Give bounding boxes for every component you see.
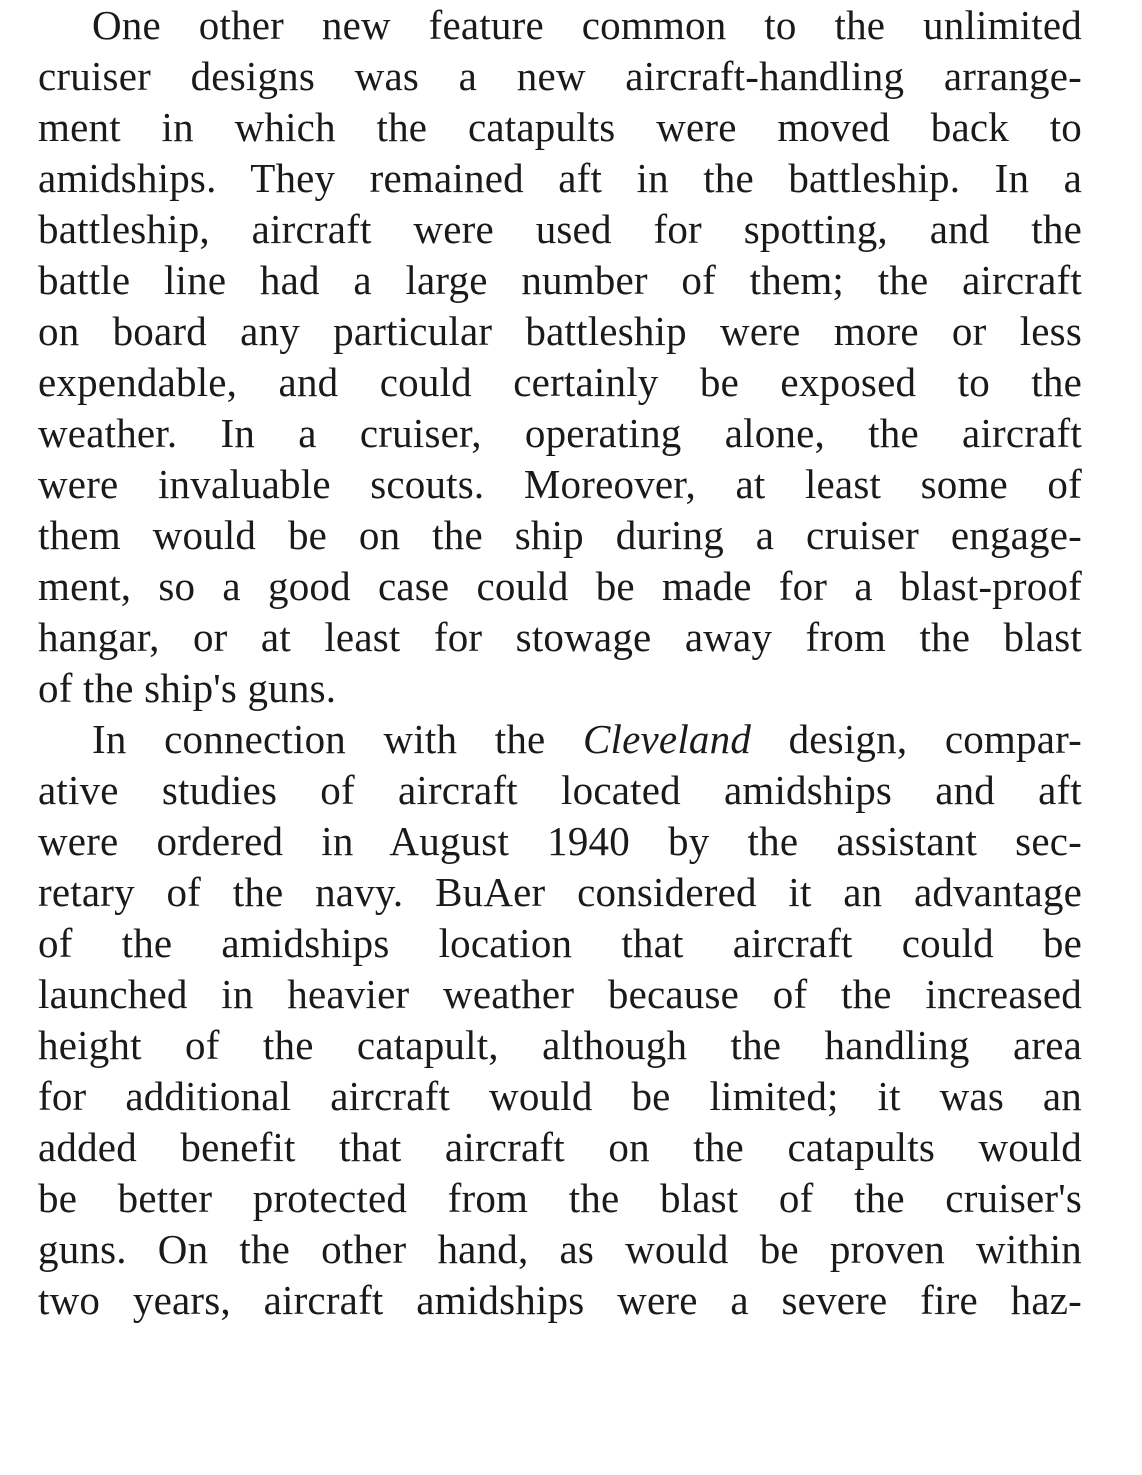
text-run: In connection with the [92, 716, 583, 762]
text-line: two years, aircraft amidships were a severe fire haz- [38, 1277, 1082, 1323]
text-line: ment, so a good case could be made for a blast-proof [38, 563, 1082, 609]
text-line: added benefit that aircraft on the catapults would [38, 1124, 1082, 1170]
text-line: cruiser designs was a new aircraft-handling arrange- [38, 53, 1082, 99]
text-line: for additional aircraft would be limited; it was an [38, 1073, 1082, 1119]
text-line: on board any particular battleship were more or less [38, 308, 1082, 354]
paragraph-aircraft-handling [38, 0, 1082, 714]
text-line: hangar, or at least for stowage away from the blast [38, 614, 1082, 660]
text-line: of the ship's guns. [38, 665, 337, 711]
text-line: them would be on the ship during a cruiser engage- [38, 512, 1082, 558]
text-line: were ordered in August 1940 by the assistant sec- [38, 818, 1082, 864]
text-line: battleship, aircraft were used for spotting, and the [38, 206, 1082, 252]
text-line-first [38, 714, 1082, 765]
book-page [38, 0, 1082, 1326]
text-line: weather. In a cruiser, operating alone, the aircraft [38, 410, 1082, 456]
paragraph-cleveland-studies [38, 714, 1082, 1326]
text-line: retary of the navy. BuAer considered it an advantage [38, 869, 1082, 915]
text-line: expendable, and could certainly be exposed to the [38, 359, 1082, 405]
text-line: height of the catapult, although the handling area [38, 1022, 1082, 1068]
text-line: amidships. They remained aft in the battleship. In a [38, 155, 1082, 201]
ship-class-name: Cleveland [583, 716, 752, 762]
text-line: launched in heavier weather because of the increased [38, 971, 1082, 1017]
text-line: of the amidships location that aircraft could be [38, 920, 1082, 966]
text-line: ment in which the catapults were moved back to [38, 104, 1082, 150]
text-line: be better protected from the blast of the cruiser's [38, 1175, 1082, 1221]
text-line: battle line had a large number of them; the aircraft [38, 257, 1082, 303]
text-line: ative studies of aircraft located amidships and aft [38, 767, 1082, 813]
text-line: One other new feature common to the unlimited [92, 2, 1082, 48]
text-line: were invaluable scouts. Moreover, at least some of [38, 461, 1082, 507]
text-line: guns. On the other hand, as would be proven within [38, 1226, 1082, 1272]
text-run: design, compar- [751, 716, 1082, 762]
